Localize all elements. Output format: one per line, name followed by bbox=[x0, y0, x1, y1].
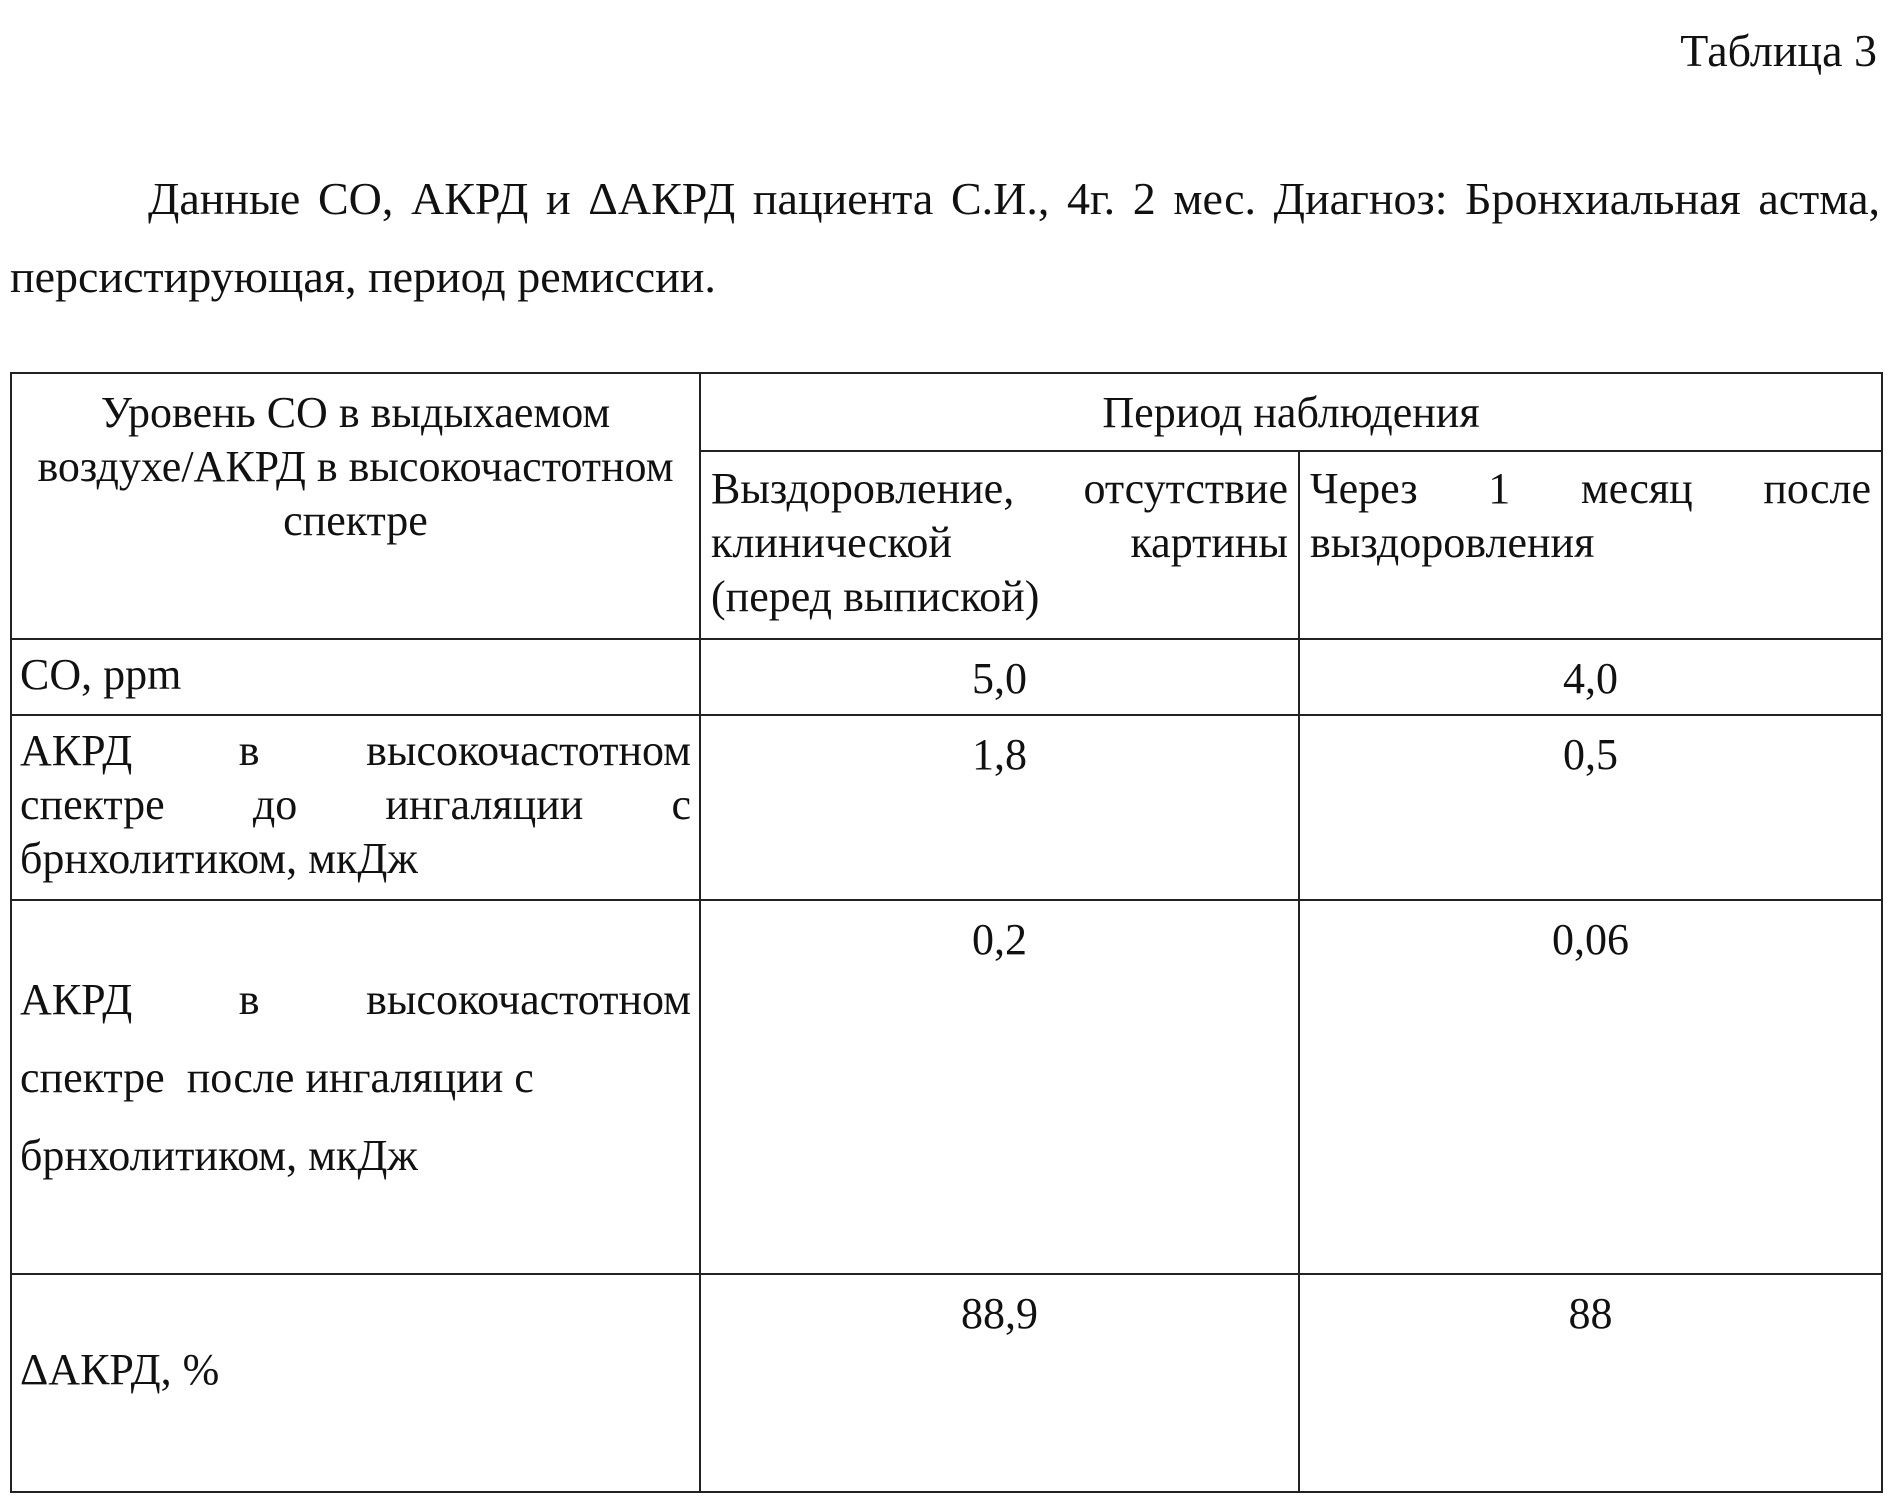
cell-value: 4,0 bbox=[1299, 639, 1882, 715]
row-label-akrd-before-line2: спектре до ингаляции с bbox=[20, 780, 691, 829]
column-header-recovery-line1: Выздоровление, отсутствие bbox=[711, 464, 1288, 513]
row-label-akrd-after-line2: спектре после ингаляции с bbox=[20, 1053, 534, 1102]
column-header-one-month-line1: Через 1 месяц после bbox=[1310, 464, 1871, 513]
period-header-cell: Период наблюдения bbox=[700, 373, 1882, 451]
cell-value: 0,06 bbox=[1299, 900, 1882, 1274]
table-row bbox=[11, 715, 1882, 900]
row-label-akrd-after-line3: брнхолитиком, мкДж bbox=[20, 1131, 418, 1180]
column-header-recovery-line2: клинической картины bbox=[711, 518, 1288, 567]
row-label-akrd-before-line3: брнхолитиком, мкДж bbox=[20, 834, 418, 883]
row-label-akrd-after-line1: АКРД в высокочастотном bbox=[20, 975, 691, 1024]
table-row bbox=[11, 639, 1882, 715]
row-label-co: СО, ppm bbox=[11, 639, 700, 715]
cell-value: 88 bbox=[1299, 1274, 1882, 1492]
row-label-akrd-after bbox=[11, 900, 700, 1274]
table-number: Таблица 3 bbox=[1680, 25, 1877, 76]
table-caption bbox=[10, 160, 1880, 316]
cell-value: 0,2 bbox=[700, 900, 1299, 1274]
cell-value: 88,9 bbox=[700, 1274, 1299, 1492]
cell-value: 5,0 bbox=[700, 639, 1299, 715]
column-header-recovery-line3: (перед выпиской) bbox=[711, 572, 1040, 621]
cell-value: 0,5 bbox=[1299, 715, 1882, 900]
table-row bbox=[11, 1274, 1882, 1492]
data-table bbox=[10, 372, 1883, 1493]
row-label-akrd-before bbox=[11, 715, 700, 900]
row-label-akrd-before-line1: АКРД в высокочастотном bbox=[20, 726, 691, 775]
column-header-recovery bbox=[700, 451, 1299, 639]
column-header-one-month bbox=[1299, 451, 1882, 639]
header-row-1 bbox=[11, 373, 1882, 451]
cell-value: 1,8 bbox=[700, 715, 1299, 900]
row-label-delta-akrd: ΔАКРД, % bbox=[11, 1274, 700, 1492]
caption-text: Данные СО, АКРД и ΔАКРД пациента С.И., 4г. 2 мес. Диагноз: Бронхиальная астма, персистирующая, период ремиссии. bbox=[10, 173, 1880, 302]
table-row bbox=[11, 900, 1882, 1274]
corner-header-cell: Уровень СО в выдыхаемом воздухе/АКРД в высокочастотном спектре bbox=[11, 373, 700, 639]
column-header-one-month-line2: выздоровления bbox=[1310, 518, 1595, 567]
